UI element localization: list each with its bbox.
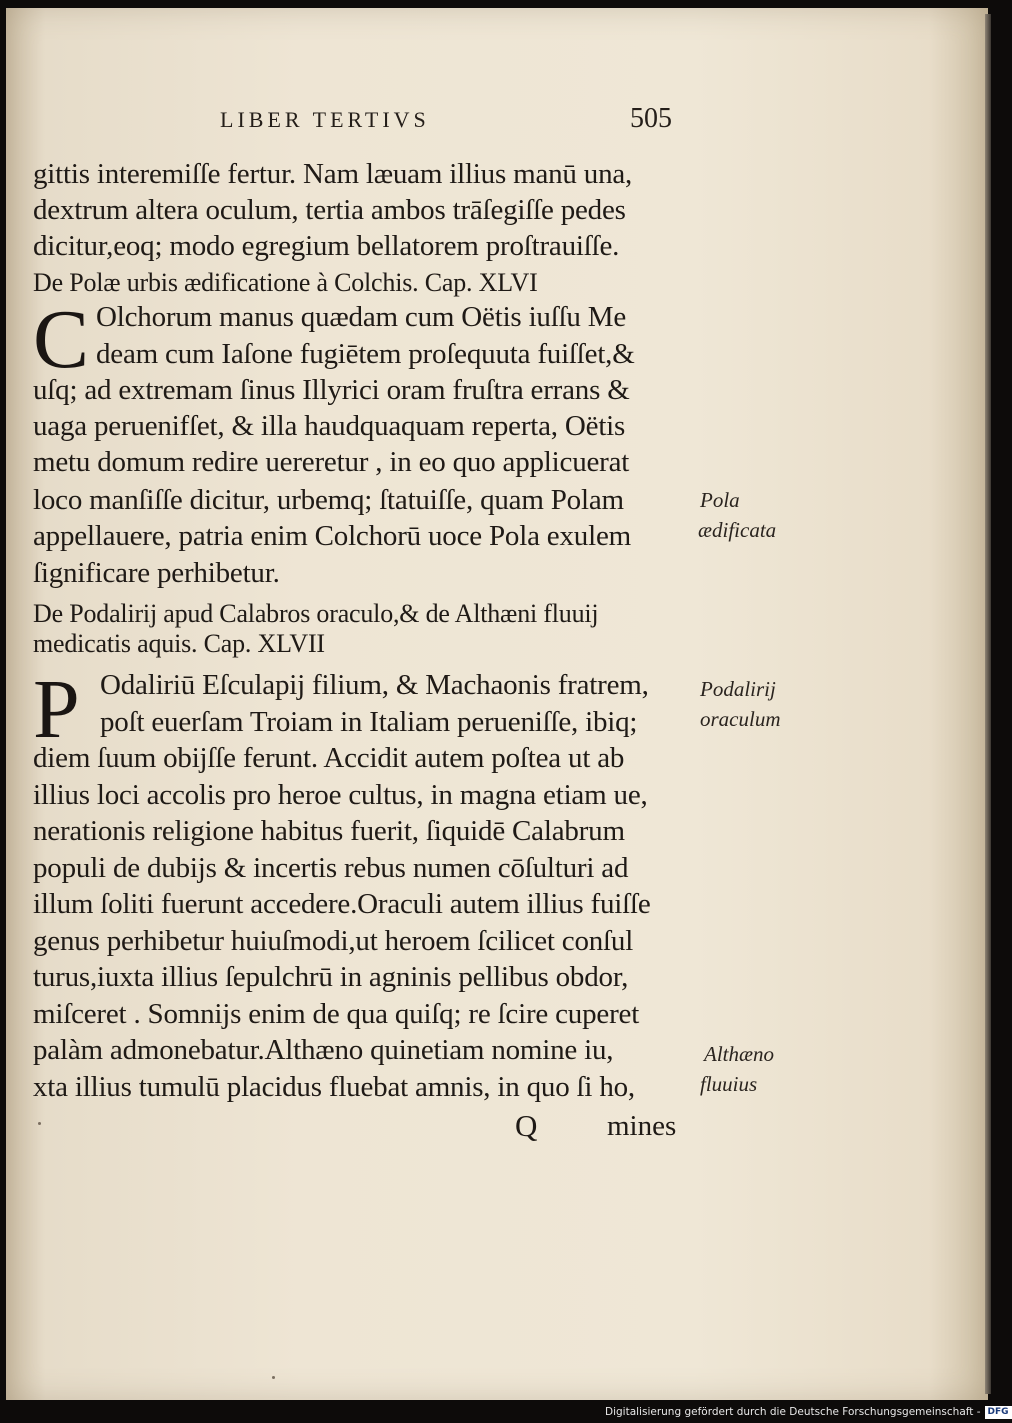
credit-text: Digitalisierung gefördert durch die Deutsche Forschungsgemeinschaft - xyxy=(605,1406,981,1418)
text-line: Odaliriū Eſculapij filium, & Machaonis fratrem, xyxy=(100,669,649,701)
signature-mark: Q xyxy=(515,1108,538,1143)
text-line: uſq; ad extremam ſinus Illyrici oram fruſtra errans & xyxy=(33,374,630,406)
text-line: gittis interemiſſe fertur. Nam læuam illius manū una, xyxy=(33,158,633,190)
margin-note-pola: ædificata xyxy=(698,518,777,542)
text-line: ſignificare perhibetur. xyxy=(33,557,280,589)
text-line: genus perhibetur huiuſmodi,ut heroem ſcilicet conſul xyxy=(33,925,634,957)
page-number: 505 xyxy=(630,103,672,134)
running-title: LIBER TERTIVS xyxy=(220,107,430,132)
text-line: illius loci accolis pro heroe cultus, in magna etiam ue, xyxy=(33,779,648,811)
text-line: Olchorum manus quædam cum Oëtis iuſſu Me xyxy=(96,301,627,333)
margin-note-althaeno: fluuius xyxy=(700,1072,758,1096)
chapter-heading: medicatis aquis. Cap. XLVII xyxy=(33,629,325,658)
text-line: xta illius tumulū placidus fluebat amnis, in quo ſi ho, xyxy=(33,1071,635,1103)
drop-cap: P xyxy=(33,663,80,756)
drop-cap: C xyxy=(33,293,90,386)
text-line: deam cum Iaſone fugiētem proſequuta fuiſſet,& xyxy=(96,338,635,370)
text-line: palàm admonebatur.Althæno quinetiam nomine iu, xyxy=(33,1034,614,1066)
text-line: diem ſuum obijſſe ferunt. Accidit autem poſtea ut ab xyxy=(33,742,625,774)
text-line: miſceret . Somnijs enim de qua quiſq; re ſcire cuperet xyxy=(33,998,640,1030)
text-line: loco manſiſſe dicitur, urbemq; ſtatuiſſe, quam Polam xyxy=(33,484,624,516)
margin-note-pola: Pola xyxy=(700,488,740,512)
text-line: appellauere, patria enim Colchorū uoce Pola exulem xyxy=(33,520,631,552)
text-line: poſt euerſam Troiam in Italiam perueniſſe, ibiq; xyxy=(100,706,638,738)
catchword: mines xyxy=(607,1110,677,1142)
text-line: dextrum altera oculum, tertia ambos trāſegiſſe pedes xyxy=(33,194,626,226)
text-line: turus,iuxta illius ſepulchrū in agninis pellibus obdor, xyxy=(33,961,629,993)
digitization-credit xyxy=(605,1404,1009,1420)
page-edge xyxy=(985,14,991,1394)
paper-speck xyxy=(272,1376,275,1379)
text-line: metu domum redire uereretur , in eo quo applicuerat xyxy=(33,446,630,478)
chapter-heading: De Polæ urbis ædificatione à Colchis. Cap. XLVI xyxy=(33,268,538,297)
text-line: populi de dubijs & incertis rebus numen cōſulturi ad xyxy=(33,852,629,884)
paper-speck xyxy=(38,1122,41,1125)
text-line: nerationis religione habitus fuerit, ſiquidē Calabrum xyxy=(33,815,625,847)
chapter-heading: De Podalirij apud Calabros oraculo,& de Althæni fluuij xyxy=(33,599,599,628)
margin-note-podalirij: Podalirij xyxy=(700,677,776,701)
dfg-logo: DFG xyxy=(985,1406,1012,1419)
text-line: dicitur,eoq; modo egregium bellatorem proſtrauiſſe. xyxy=(33,230,620,262)
margin-note-podalirij: oraculum xyxy=(700,707,781,731)
text-line: uaga peruenifſet, & illa haudquaquam reperta, Oëtis xyxy=(33,410,626,442)
margin-note-althaeno: Althæno xyxy=(704,1042,775,1066)
text-line: illum ſoliti fuerunt accedere.Oraculi autem illius fuiſſe xyxy=(33,888,651,920)
